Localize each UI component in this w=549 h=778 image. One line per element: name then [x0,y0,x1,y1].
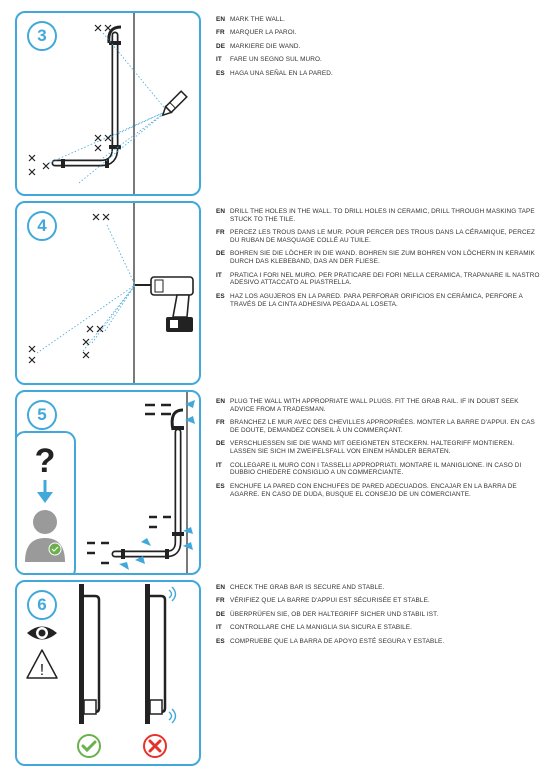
instruction-line: FR VÉRIFIEZ QUE LA BARRE D'APPUI EST SÉCURISÉE ET STABLE. [216,597,430,605]
question-mark-icon [35,442,56,480]
instruction-line: ES HAZ LOS AGUJEROS EN LA PARED. PARA PERFORAR ORIFICIOS EN CERÁMICA, PERFORE A TRAVÉS DE LA CINTA ADHESIVA PEGADA AL LOSETA. [216,292,523,308]
instruction-line: IT PRATICA I FORI NEL MURO. PER PRATICARE DEI FORI NELLA CERAMICA, TRAPANARE IL NASTRO ADESIVO ATTACCATO AL PIASTRELLA. [216,271,540,287]
step-number: 5 [27,400,57,430]
instruction-line: ES ENCHUFE LA PARED CON ENCHUFES DE PARED ADECUADOS. ENCAJAR EN LA BARRA DE AGARRE. EN CASO DE DUDA, BUSQUE EL CONSEJO DE UN COMERCIANTE. [216,482,517,498]
warning-icon [27,650,57,679]
step-6-text [216,584,541,651]
instruction-line: DE BOHREN SIE DIE LÖCHER IN DIE WAND. BOHREN SIE ZUM BOHREN VON LÖCHERN IN KERAMIK DURCH DAS KLEBEBAND, DAS AN DER FLIESE. [216,250,535,266]
step-4-text [216,208,541,314]
instruction-line: IT COLLEGARE IL MURO CON I TASSELLI APPROPRIATI. MONTARE IL MANIGLIONE. IN CASO DI DUBBIO CHIEDERE CONSIGLIO A UN COMMERCIANTE. [216,461,522,477]
step-4-illustration [15,201,201,385]
instruction-line: DE ÜBERPRÜFEN SIE, OB DER HALTEGRIFF SICHER UND STABIL IST. [216,610,439,618]
instruction-line: EN MARK THE WALL. [216,16,286,23]
instruction-line: DE MARKIERE DIE WAND. [216,42,301,50]
instruction-line: IT FARE UN SEGNO SUL MURO. [216,56,322,64]
instruction-line: FR BRANCHEZ LE MUR AVEC DES CHEVILLES APPROPRIÉES. MONTER LA BARRE D'APPUI. EN CAS DE DOUTE, DEMANDEZ CONSEIL À UN COMMERÇANT. [216,419,535,434]
step-5-text [216,398,541,504]
svg-text:?: ? [34,442,56,480]
step-number: 6 [27,590,57,620]
grab-bar-icon [115,410,184,559]
drill-icon [135,277,193,332]
instruction-line: ES HAGA UNA SEÑAL EN LA PARED. [216,69,333,77]
grab-bar-icon [55,27,121,168]
step-3-illustration [15,11,201,196]
step-number: 3 [27,21,57,51]
checkmark-icon [78,735,100,757]
eye-icon [27,627,57,640]
step-6-illustration [15,580,201,766]
instruction-line: FR PERCEZ LES TROUS DANS LE MUR. POUR PERCER DES TROUS DANS LA CÉRAMIQUE, PERCEZ DU RUBAN DE MASQUAGE COLLÉ AU TUILE. [216,229,536,244]
svg-text:!: ! [39,662,45,679]
step-3-text [216,16,541,83]
instruction-line: EN DRILL THE HOLES IN THE WALL. TO DRILL HOLES IN CERAMIC, DRILL THROUGH MASKING TAPE STUCK TO THE TILE. [216,208,535,223]
instruction-line: DE VERSCHLIESSEN SIE DIE WAND MIT GEEIGNETEN STECKERN. HALTEGRIFF MONTIEREN. LASSEN SIE SICH IM ZWEIFELSFALL VON EINEM HÄNDLER BERATEN. [216,440,515,456]
instruction-line: EN CHECK THE GRAB BAR IS SECURE AND STABLE. [216,584,385,591]
instruction-line: ES COMPRUEBE QUE LA BARRA DE APOYO ESTÉ SEGURA Y ESTABLE. [216,637,445,645]
wall-plug-icon [87,405,171,563]
cross-icon [144,735,166,757]
instruction-line: FR MARQUER LA PAROI. [216,29,297,37]
step-number: 4 [27,211,57,241]
instruction-line: IT CONTROLLARE CHE LA MANIGLIA SIA SICURA E STABILE. [216,624,412,632]
instruction-line: EN PLUG THE WALL WITH APPROPRIATE WALL PLUGS. FIT THE GRAB RAIL. IF IN DOUBT SEEK ADVICE FROM A TRADESMAN. [216,398,519,413]
pencil-icon [160,91,187,118]
step-5-illustration [15,390,201,575]
